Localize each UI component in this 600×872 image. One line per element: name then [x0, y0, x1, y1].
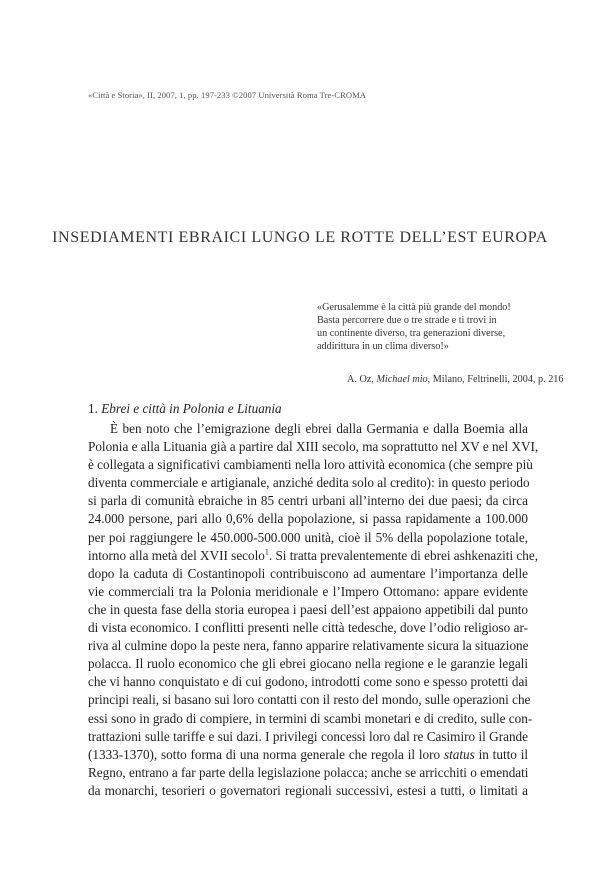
body-line: polacca. Il ruolo economico che gli ebrei giocano nella regione e le garanzie legali — [88, 656, 528, 672]
body-italic: status — [443, 746, 475, 762]
epigraph-source-author: A. Oz, — [347, 374, 374, 385]
body-line: Polonia e alla Lituania già a partire dal XIII secolo, ma soprattutto nel XV e nel XVI, — [88, 439, 539, 455]
epigraph-source-title: Michael mio — [376, 374, 428, 385]
body-fragment: (1333-1370), sotto forma di una norma generale che regola il loro — [88, 746, 441, 762]
section-heading — [88, 401, 282, 417]
footnote-marker[interactable]: 1 — [264, 547, 269, 557]
body-line: Regno, entrano a far parte della legislazione polacca; anche se arricchiti o emendati — [88, 764, 529, 780]
body-line: principi reali, si basano sui loro contatti con il resto del mondo, sulle operazioni che — [88, 692, 531, 708]
body-fragment: . Si tratta prevalentemente di ebrei ashkenaziti che, — [268, 547, 539, 563]
body-line: trattazioni sulle tariffe e sui dazi. I privilegi concessi loro dal re Casimiro il Grande — [88, 728, 528, 744]
epigraph-line: un continente diverso, tra generazioni diverse, — [317, 328, 506, 339]
body-fragment: intorno alla metà del XVII secolo — [88, 547, 265, 563]
article-title: INSEDIAMENTI EBRAICI LUNGO LE ROTTE DELL’EST EUROPA — [52, 229, 548, 246]
epigraph-source-rest: , Milano, Feltrinelli, 2004, p. 216 — [427, 374, 564, 385]
body-line: si parla di comunità ebraiche in 85 centri urbani all’interno dei due paesi; da circa — [88, 493, 528, 509]
body-line: è collegata a significativi cambiamenti nella loro attività economica (che sempre più — [88, 457, 533, 473]
body-line: da monarchi, tesorieri o governatori regionali successivi, estesi a tutti, o limitati a — [88, 782, 528, 798]
epigraph-source — [347, 374, 564, 385]
body-line: È ben noto che l’emigrazione degli ebrei dalla Germania e dalla Boemia alla — [110, 421, 528, 436]
body-line: dopo la caduta di Costantinopoli contribuiscono ad aumentare l’importanza delle — [88, 565, 528, 581]
epigraph-line: addirittura in un clima diverso!» — [317, 341, 449, 352]
body-fragment: in tutto il — [478, 746, 529, 762]
body-line: per poi raggiungere le 450.000-500.000 unità, cioè il 5% della popolazione totale, — [88, 529, 528, 545]
body-line: che in questa fase della storia europea i paesi dell’est appaiono appetibili dal punto — [88, 601, 528, 617]
epigraph-line: «Gerusalemme è la città più grande del mondo! — [317, 302, 511, 313]
section-number: 1. — [88, 401, 98, 416]
running-head: «Città e Storia», II, 2007, 1, pp. 197-233 ©2007 Università Roma Tre-CROMA — [88, 90, 367, 100]
epigraph-line: Basta percorrere due o tre strade e ti trovi in — [317, 315, 497, 326]
body-line: diventa commerciale e artigianale, anziché dedita solo al credito): in questo periodo — [88, 475, 530, 491]
body-line — [88, 746, 528, 764]
body-line: che vi hanno conquistato e di cui godono, introdotti come sono e spesso protetti dai — [88, 674, 528, 690]
body-line — [88, 547, 539, 565]
body-line: vie commerciali tra la Polonia meridionale e l’Impero Ottomano: appare evidente — [88, 583, 528, 599]
body-line: 24.000 persone, pari allo 0,6% della popolazione, si passa rapidamente a 100.000 — [88, 511, 528, 527]
body-line: di vista economico. I conflitti presenti nelle città tedesche, dove l’odio religioso ar- — [88, 620, 528, 636]
body-text — [88, 420, 539, 800]
body-line: riva al culmine dopo la peste nera, fanno apparire relativamente sicura la situazione — [88, 638, 529, 654]
section-title: Ebrei e città in Polonia e Lituania — [101, 401, 282, 416]
body-line: essi sono in grado di compiere, in termini di scambi monetari e di credito, sulle con- — [88, 710, 533, 726]
epigraph — [317, 301, 527, 353]
